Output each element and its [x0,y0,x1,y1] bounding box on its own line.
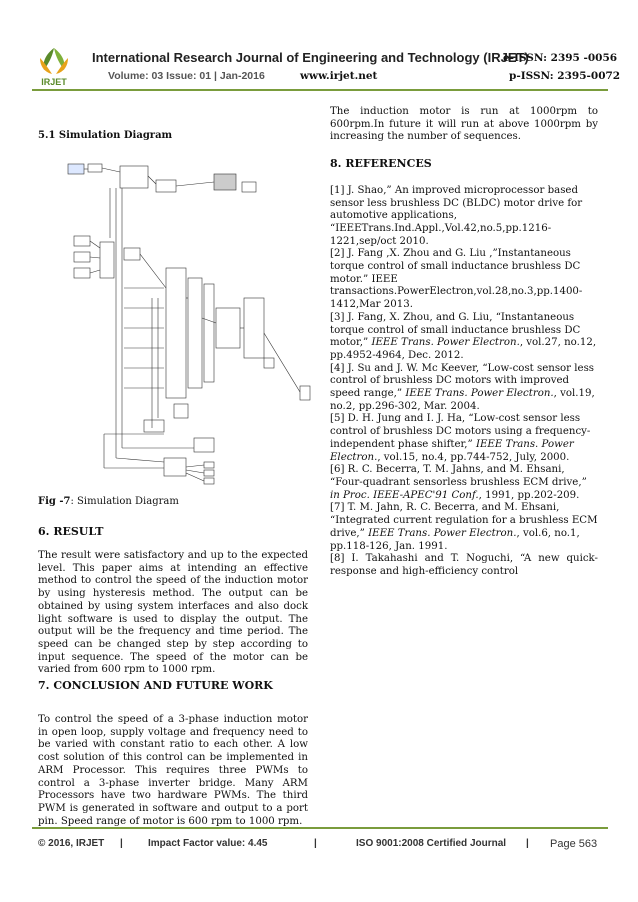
reference-text: J. Shao,” An improved microprocessor based sensor less brushless DC (BLDC) motor drive for automotive applications, “IEEETrans.Ind.Appl.,Vol.42,no.5,pp.1216-1221,sep/oct 2010. [330,184,583,247]
reference-number: [2] [330,248,345,260]
page-header [0,0,638,96]
figure-caption-label: Fig -7 [38,496,71,507]
references-heading: 8. REFERENCES [330,157,432,171]
reference-number: [5] [330,413,345,425]
reference-item [330,312,598,363]
intro-paragraph: The induction motor is run at 1000rpm to 600rpm.In future it will run at above 1000rpm by increasing the number of sequences. [330,106,598,143]
reference-details: , vol.27, no.12, pp.4952-4964, Dec. 2012. [330,337,597,361]
website-link[interactable]: www.irjet.net [300,70,378,82]
reference-item [330,502,598,553]
footer-separator: | [526,838,529,849]
reference-details: , vol.15, no.4, pp.744-752, July, 2000. [377,451,570,463]
page-number: Page 563 [550,838,598,850]
reference-journal: IEEE Trans. Power Electron. [371,337,520,349]
result-heading: 6. RESULT [38,525,104,538]
reference-journal: IEEE Trans. Power Electron. [330,438,574,463]
reference-item [330,185,598,249]
reference-details: , vol.19, no.2, pp.296-302, Mar. 2004. [330,388,595,412]
reference-details: , vol.6, no.1, pp.118-126, Jan. 1991. [330,527,580,552]
result-paragraph: The result were satisfactory and up to the expected level. This paper aims at intending an effective method to control the speed of the induction motor by using hysteresis method. The output can be obtained by using system interfaces and also dock light software is used to display the output. The output will be the frequency and time period. The speed can be changed step by step according to input sequence. The speed of the motor can be varied from 600 rpm to 1000 rpm. [38,550,308,676]
subsection-title: 5.1 Simulation Diagram [38,130,173,141]
volume-issue: Volume: 03 Issue: 01 | Jan-2016 [108,70,265,82]
impact-factor: Impact Factor value: 4.45 [148,838,268,849]
reference-item [330,413,598,464]
reference-text: T. M. Jahn, R. C. Becerra, and M. Ehsani, “Integrated current regulation for a brushless ECM drive,” [330,502,598,539]
reference-item [330,363,598,414]
reference-number: [4] [330,362,345,374]
reference-details: , 1991, pp.202-209. [478,489,580,501]
conclusion-heading: 7. CONCLUSION AND FUTURE WORK [38,679,273,692]
reference-journal: IEEE Trans. Power Electron. [405,388,554,400]
journal-title: International Research Journal of Engineering and Technology (IRJET) [92,50,529,65]
reference-text: I. Takahashi and T. Noguchi, “A new quick-response and high-efficiency control [330,553,598,577]
irjet-logo-icon [32,44,76,88]
iso-certification: ISO 9001:2008 Certified Journal [356,838,507,849]
reference-number: [3] [330,311,345,323]
reference-text: J. Fang ,X. Zhou and G. Liu ,”Instantaneous torque control of small inductance brushless DC motor.” IEEE transactions.PowerElectron,vol.28,no.3,pp.1400-1412,Mar 2013. [330,248,583,311]
pissn: p-ISSN: 2395-0072 [509,70,621,82]
reference-text: J. Fang, X. Zhou, and G. Liu, “Instantaneous torque control of small inductance brushless DC motor,” [330,311,581,349]
eissn: e-ISSN: 2395 -0056 [503,52,618,64]
reference-number: [6] [330,464,345,476]
figure-caption-text: : Simulation Diagram [70,496,179,507]
conclusion-paragraph: To control the speed of a 3-phase induction motor in open loop, supply voltage and frequency need to be varied with constant ratio to each other. A low cost solution of this control can be implemented in ARM Processor. This requires three PWMs to control a 3-phase inverter bridge. Many ARM Processors have two hardware PWMs. The third PWM is generated in software and output to a port pin. Speed range of motor is 600 rpm to 1000 rpm. [38,714,308,827]
logo-text: IRJET [41,77,67,87]
reference-number: [8] [330,553,345,565]
reference-item [330,248,598,312]
footer-separator: | [120,838,123,849]
reference-number: [1] [330,184,345,196]
reference-item [330,464,598,502]
figure-caption [38,496,179,509]
reference-text: R. C. Becerra, T. M. Jahns, and M. Ehsani, “Four-quadrant sensorless brushless ECM drive,” [330,464,587,488]
reference-item [330,553,598,578]
reference-journal: in Proc. IEEE-APEC'91 Conf. [330,489,479,501]
reference-text: J. Su and J. W. Mc Keever, “Low-cost sensor less control of brushless DC motors with improved speed range,” [330,362,595,400]
reference-journal: IEEE Trans. Power Electron. [368,527,517,539]
page-footer [38,838,608,854]
simulation-diagram [64,158,314,488]
reference-list [330,185,598,579]
reference-text: D. H. Jung and I. J. Ha, “Low-cost sensor less control of brushless DC motors using a frequency-independent phase shifter,” [330,413,591,450]
copyright: © 2016, IRJET [38,838,105,849]
footer-divider [32,827,608,829]
reference-number: [7] [330,502,345,514]
header-divider [32,89,608,91]
footer-separator: | [314,838,317,849]
right-column [330,106,598,579]
